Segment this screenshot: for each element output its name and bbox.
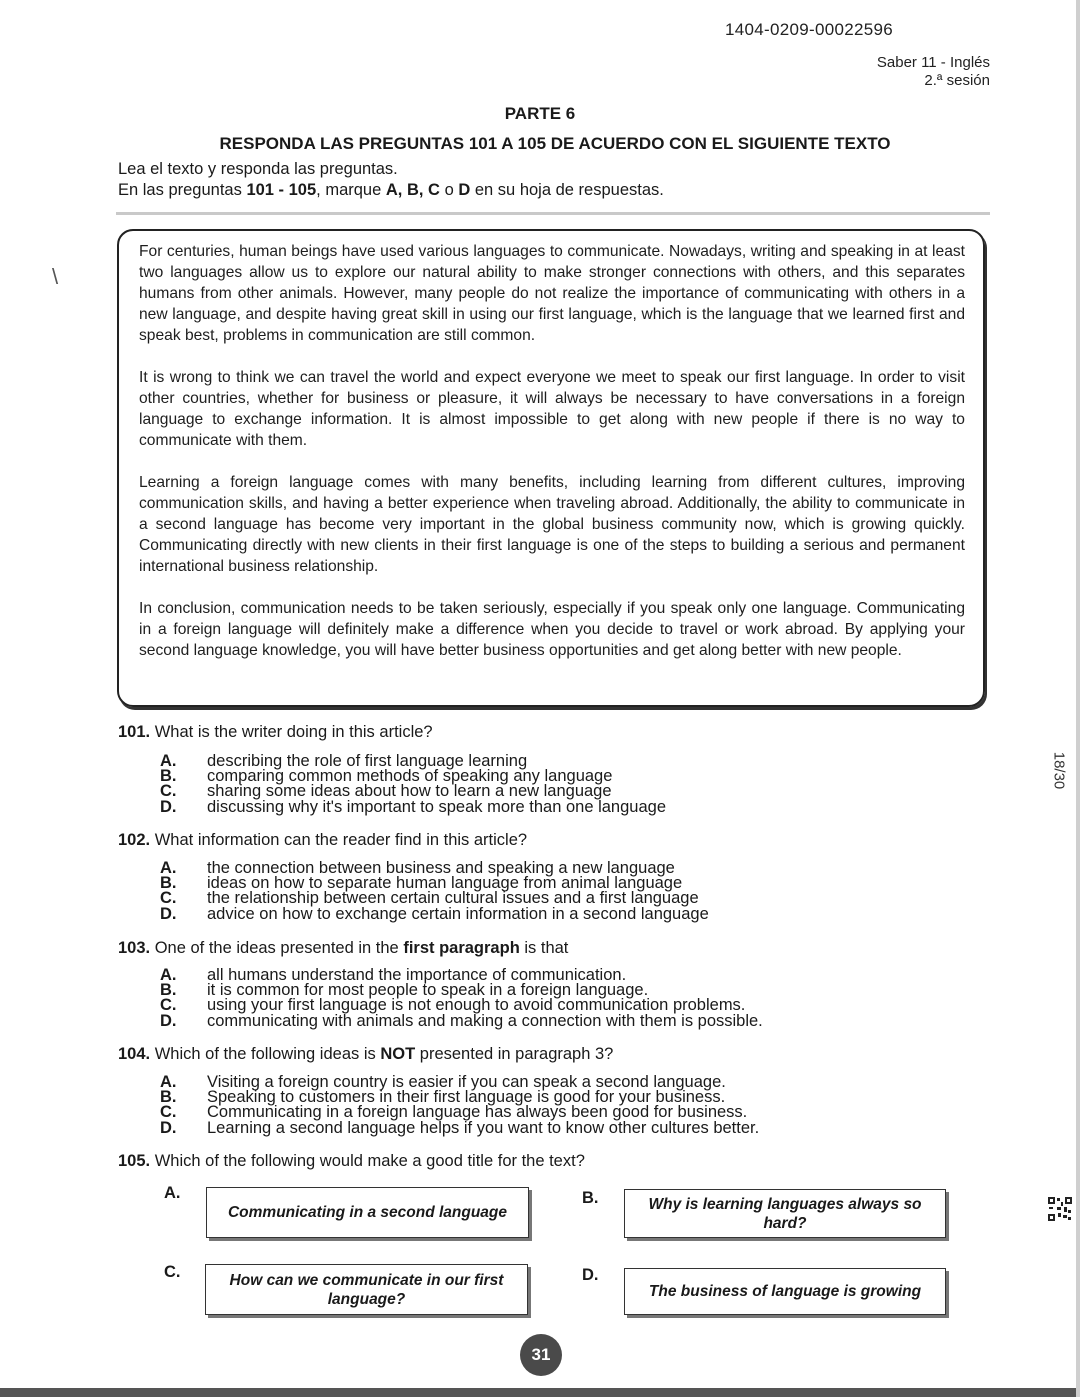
- question-104: [118, 1045, 613, 1064]
- option-letter: B.: [160, 874, 177, 893]
- option-text: Learning a second language helps if you want to know other cultures better.: [207, 1118, 760, 1137]
- question-number: 102.: [118, 831, 151, 849]
- option-letter: A.: [164, 1184, 181, 1202]
- question-101: [118, 723, 433, 742]
- option-letter: B.: [160, 1088, 177, 1107]
- option-letter: A.: [160, 1073, 177, 1091]
- question-103-options: [160, 968, 763, 1029]
- qr-code-icon: [1047, 1196, 1073, 1222]
- option-text: sharing some ideas about how to learn a new language: [207, 782, 612, 801]
- question-105: [118, 1152, 585, 1171]
- document-id: 1404-0209-00022596: [725, 20, 893, 39]
- option-letter: C.: [160, 1103, 177, 1122]
- option-letter: A.: [160, 966, 177, 984]
- option-letter: D.: [160, 1118, 177, 1137]
- option-b-title-box[interactable]: Why is learning languages always so hard?: [624, 1189, 946, 1238]
- option-letter: A.: [160, 859, 177, 877]
- option-letter: D.: [160, 797, 177, 816]
- option-text: Visiting a foreign country is easier if you can speak a second language.: [207, 1073, 726, 1091]
- session-label: 2.ª sesión: [924, 72, 990, 89]
- page-fraction: 18/30: [1050, 751, 1068, 790]
- page-number: 31: [520, 1334, 562, 1376]
- question-102-options: [160, 861, 709, 922]
- divider: [116, 212, 990, 215]
- option-letter: D.: [582, 1266, 599, 1284]
- question-103: [118, 939, 568, 958]
- stem-text: presented in paragraph 3?: [419, 1045, 614, 1063]
- part-title: PARTE 6: [504, 104, 576, 123]
- option-letter: D.: [160, 904, 177, 923]
- option-text: all humans understand the importance of communication.: [207, 966, 627, 984]
- option-text: advice on how to exchange certain information in a second language: [207, 904, 709, 923]
- question-stem: What information can the reader find in this article?: [154, 831, 528, 849]
- option-a-title-box[interactable]: Communicating in a second language: [206, 1187, 529, 1238]
- scan-edge: [0, 1388, 1080, 1397]
- option-text: it is common for most people to speak in a foreign language.: [207, 981, 649, 1000]
- option-letter: B.: [582, 1189, 599, 1207]
- reading-passage-box: [117, 229, 985, 707]
- option-d[interactable]: [160, 1011, 763, 1030]
- option-letter: B.: [160, 981, 177, 1000]
- option-letter: C.: [160, 996, 177, 1015]
- passage-paragraph-1: For centuries, human beings have used various languages to communicate. Nowadays, writing and speaking in at least two languages allow us to explore our natural ability to make stronger connections with others, and this separates humans from other animals. However, many people do not realize the importance of communicating with others in a new language, and despite having great skill in using our first language, which is the language that we learned first and speak best, problems in communication are still common.: [139, 243, 965, 344]
- instruction-range: 101 - 105: [246, 181, 317, 199]
- question-number: 103.: [118, 939, 151, 957]
- option-letter: C.: [160, 782, 177, 801]
- instruction-text: , marque: [316, 181, 382, 199]
- option-text: Speaking to customers in their first language is good for your business.: [207, 1088, 726, 1107]
- stem-text: Which of the following ideas is: [154, 1045, 376, 1063]
- option-letter: A.: [160, 752, 177, 770]
- instruction-options: D: [458, 181, 471, 199]
- option-d-title-box[interactable]: The business of language is growing: [624, 1268, 946, 1315]
- option-text: discussing why it's important to speak more than one language: [207, 797, 666, 816]
- instruction-line-2: [118, 181, 664, 200]
- passage-paragraph-3: Learning a foreign language comes with many benefits, including learning from different cultures, improving communication skills, and having a better experience when traveling abroad. Additionally, the ability to communicate in a second language has become very important in the global business community now, which is growing quickly. Communicating directly with new clients in their first language is one of the steps to building a serious and permanent international business relationship.: [139, 474, 965, 575]
- option-text: using your first language is not enough to avoid communication problems.: [207, 996, 746, 1015]
- instruction-text: en su hoja de respuestas.: [474, 181, 664, 199]
- passage-paragraph-2: It is wrong to think we can travel the world and expect everyone we meet to speak our first language. In order to visit other countries, whether for business or pleasure, it will always be necessary to have conversations in a foreign language to exchange information. It is almost impossible to get along with new people if there is no way to communicate with them.: [139, 369, 965, 449]
- option-text: comparing common methods of speaking any language: [207, 767, 613, 786]
- stem-emphasis: first paragraph: [403, 939, 520, 957]
- option-c-title-box[interactable]: How can we communicate in our first language?: [205, 1264, 528, 1315]
- pen-mark: \: [52, 264, 59, 289]
- question-101-options: [160, 754, 666, 815]
- option-d[interactable]: [160, 1118, 760, 1137]
- option-text: the relationship between certain cultural issues and a first language: [207, 889, 699, 908]
- question-number: 101.: [118, 723, 151, 741]
- stem-text: is that: [524, 939, 569, 957]
- option-text: describing the role of first language learning: [207, 752, 528, 770]
- option-letter: D.: [160, 1011, 177, 1030]
- question-stem: [155, 1045, 614, 1063]
- option-text: Communicating in a foreign language has always been good for business.: [207, 1103, 748, 1122]
- question-stem: What is the writer doing in this article?: [154, 723, 433, 741]
- question-stem: [155, 939, 569, 957]
- exam-header: [877, 54, 990, 90]
- option-letter: C.: [164, 1263, 181, 1281]
- instructions-heading: RESPONDA LAS PREGUNTAS 101 A 105 DE ACUERDO CON EL SIGUIENTE TEXTO: [219, 134, 891, 153]
- option-letter: B.: [160, 767, 177, 786]
- option-d[interactable]: [160, 797, 666, 816]
- option-letter: C.: [160, 889, 177, 908]
- stem-emphasis: NOT: [380, 1045, 416, 1063]
- exam-name: Saber 11 - Inglés: [876, 54, 990, 71]
- question-number: 104.: [118, 1045, 151, 1063]
- question-stem: Which of the following would make a good title for the text?: [154, 1152, 585, 1170]
- instruction-line-1: Lea el texto y responda las preguntas.: [118, 160, 398, 178]
- option-text: ideas on how to separate human language from animal language: [207, 874, 683, 893]
- question-number: 105.: [118, 1152, 151, 1170]
- instruction-text: En las preguntas: [118, 181, 242, 199]
- instruction-text: o: [444, 181, 454, 199]
- question-102: [118, 831, 527, 850]
- stem-text: One of the ideas presented in the: [154, 939, 399, 957]
- option-d[interactable]: [160, 904, 709, 923]
- question-104-options: [160, 1075, 759, 1136]
- option-text: the connection between business and speaking a new language: [207, 859, 675, 877]
- option-text: communicating with animals and making a connection with them is possible.: [207, 1011, 763, 1030]
- passage-paragraph-4: In conclusion, communication needs to be taken seriously, especially if you speak only one language. Communicating in a foreign language will definitely make a difference when you decide to travel or work abroad. By applying your second language knowledge, you will have better business opportunities and get along better with new people.: [139, 600, 965, 659]
- instruction-options: A, B, C: [385, 181, 440, 199]
- scan-edge: [1076, 0, 1080, 1397]
